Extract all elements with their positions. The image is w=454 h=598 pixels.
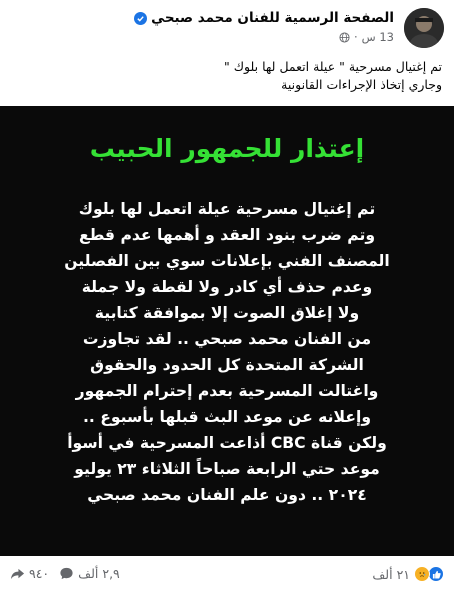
image-text-line: وتم ضرب بنود العقد و أهمها عدم قطع xyxy=(78,226,376,244)
meta-separator: · xyxy=(354,30,358,44)
engagement-stats xyxy=(10,566,120,581)
image-text-line: موعد حتي الرابعة صباحاً الثلاثاء ٢٣ يوليو xyxy=(74,460,380,478)
image-text-line: وإعلانه عن موعد البث قبلها بأسبوع .. xyxy=(82,408,372,426)
post-image[interactable] xyxy=(0,106,454,556)
image-text-line: ولا إغلاق الصوت إلا بموافقة كتابية xyxy=(94,304,360,322)
post-meta xyxy=(10,30,394,44)
image-text-line: وعدم حذف أي كادر ولا لقطة ولا جملة xyxy=(81,278,373,296)
comments-stat[interactable] xyxy=(59,566,120,581)
avatar[interactable] xyxy=(404,8,444,48)
author-block xyxy=(10,10,394,44)
image-text-line: ٢٠٢٤ .. دون علم الفنان محمد صبحي xyxy=(87,486,367,504)
like-reaction-icon xyxy=(428,566,444,582)
post-header xyxy=(10,8,444,52)
image-text-line: ولكن قناة CBC أذاعت المسرحية في أسوأ xyxy=(67,434,387,452)
image-text-line: تم إغتيال مسرحية عيلة اتعمل لها بلوك xyxy=(78,200,376,218)
caption-line: تم إغتيال مسرحية " عيلة اتعمل لها بلوك " xyxy=(224,59,442,74)
share-icon xyxy=(10,566,25,581)
comment-icon xyxy=(59,566,74,581)
post-caption xyxy=(12,58,442,94)
caption-line: وجاري إتخاذ الإجراءات القانونية xyxy=(281,77,442,92)
image-text-line: من الفنان محمد صبحي .. لقد تجاوزت xyxy=(82,330,372,348)
comments-count: ٢,٩ ألف xyxy=(78,566,120,581)
post-footer xyxy=(10,562,444,590)
author-name[interactable]: الصفحة الرسمية للفنان محمد صبحي xyxy=(151,10,394,26)
globe-icon xyxy=(339,32,350,43)
post-time[interactable]: 13 س xyxy=(361,30,394,44)
image-text-line: واغتالت المسرحية بعدم إحترام الجمهور xyxy=(75,382,379,400)
image-text-line: المصنف الفني بإعلانات سوي بين الفصلين xyxy=(64,252,390,270)
reactions-summary[interactable] xyxy=(372,566,444,582)
sad-reaction-icon xyxy=(414,566,430,582)
image-text-line: الشركة المتحدة كل الحدود والحقوق xyxy=(90,356,364,374)
shares-stat[interactable] xyxy=(10,566,49,581)
image-body xyxy=(14,196,440,508)
reactions-count: ٢١ ألف xyxy=(372,566,410,582)
image-title: إعتذار للجمهور الحبيب xyxy=(89,134,365,163)
verified-badge-icon xyxy=(134,12,147,25)
shares-count: ٩٤٠ xyxy=(29,566,50,581)
